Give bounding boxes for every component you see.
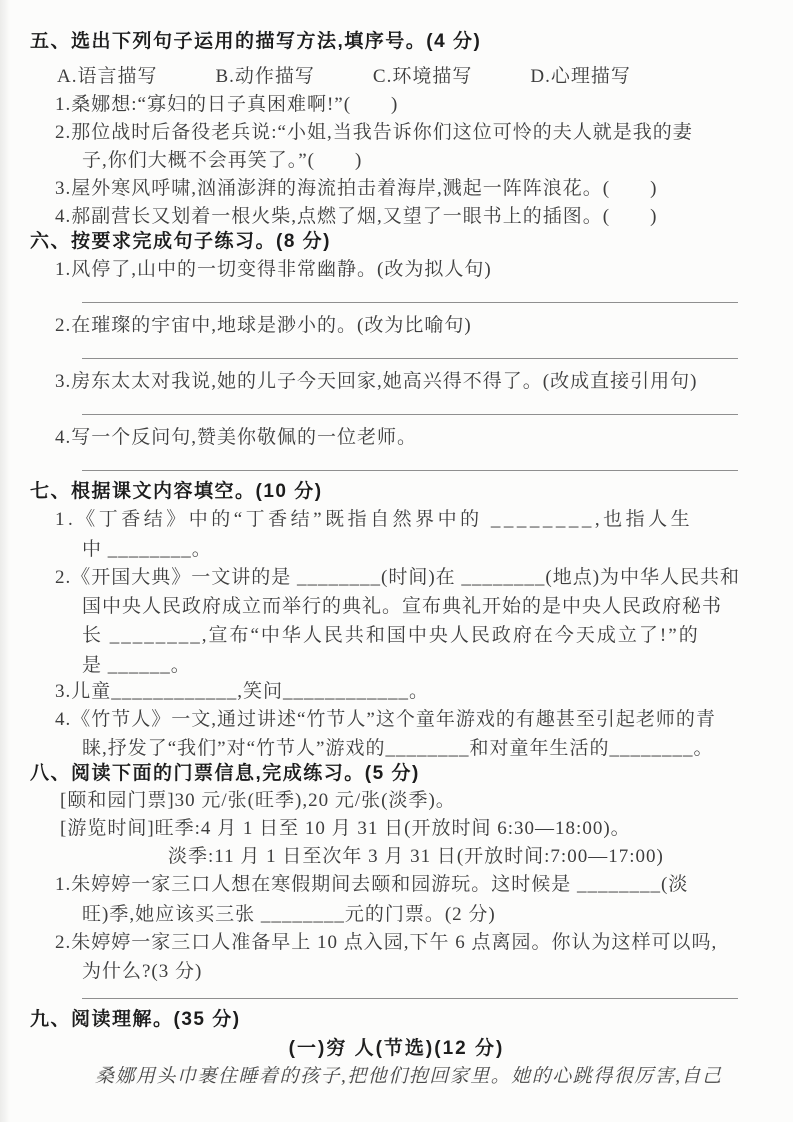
s7-question-4-line2: 睐,抒发了“我们”对“竹节人”游戏的________和对童年生活的________。 — [82, 738, 714, 759]
s5-option-a: A.语言描写 — [57, 66, 158, 87]
s7-question-2-line1: 2.《开国大典》一文讲的是 ________(时间)在 ________(地点)为中华人民共和 — [55, 567, 741, 588]
section9-title: 九、阅读理解。(35 分) — [30, 1009, 241, 1030]
s8-visit-time-peak: [游览时间]旺季:4 月 1 日至 10 月 31 日(开放时间 6:30—18:00)。 — [60, 818, 631, 839]
s8-question-1-line1: 1.朱婷婷一家三口人想在寒假期间去颐和园游玩。这时候是 ________(淡 — [55, 874, 689, 895]
s7-question-2-line4: 是 ______。 — [82, 655, 191, 676]
s5-option-b: B.动作描写 — [215, 66, 315, 87]
s6-question-2: 2.在璀璨的宇宙中,地球是渺小的。(改为比喻句) — [55, 315, 472, 336]
s5-option-c: C.环境描写 — [372, 66, 473, 87]
s8-question-1-line2: 旺)季,她应该买三张 ________元的门票。(2 分) — [82, 904, 496, 925]
s7-question-3: 3.儿童____________,笑问____________。 — [55, 681, 430, 702]
s6-question-3: 3.房东太太对我说,她的儿子今天回家,她高兴得不得了。(改成直接引用句) — [55, 371, 698, 392]
section6-title: 六、按要求完成句子练习。(8 分) — [30, 231, 332, 252]
s7-question-2-line2: 国中央人民政府成立而举行的典礼。宣布典礼开始的是中央人民政府秘书 — [82, 596, 723, 617]
s6-question-4: 4.写一个反问句,赞美你敬佩的一位老师。 — [55, 427, 418, 448]
s5-question-3: 3.屋外寒风呼啸,汹涌澎湃的海流拍击着海岸,溅起一阵阵浪花。( ) — [55, 178, 658, 199]
s5-question-2-line1: 2.那位战时后备役老兵说:“小姐,当我告诉你们这位可怜的夫人就是我的妻 — [55, 122, 693, 143]
section5-title: 五、选出下列句子运用的描写方法,填序号。(4 分) — [30, 31, 482, 52]
s6-answer-line-3 — [82, 414, 738, 415]
s7-question-1-line1: 1.《丁香结》中的“丁香结”既指自然界中的 ________,也指人生 — [55, 509, 694, 530]
s8-question-2-line2: 为什么?(3 分) — [82, 961, 203, 982]
s9-passage-title: (一)穷 人(节选)(12 分) — [288, 1038, 505, 1059]
s6-answer-line-1 — [82, 302, 738, 303]
s8-ticket-info: [颐和园门票]30 元/张(旺季),20 元/张(淡季)。 — [60, 790, 456, 811]
s7-question-4-line1: 4.《竹节人》一文,通过讲述“竹节人”这个童年游戏的有趣甚至引起老师的青 — [55, 709, 716, 730]
s7-question-2-line3: 长 ________,宣布“中华人民共和国中央人民政府在今天成立了!”的 — [82, 625, 700, 646]
s6-question-1: 1.风停了,山中的一切变得非常幽静。(改为拟人句) — [55, 259, 492, 280]
s5-question-4: 4.郝副营长又划着一根火柴,点燃了烟,又望了一眼书上的插图。( ) — [55, 206, 658, 227]
s8-visit-time-offpeak: 淡季:11 月 1 日至次年 3 月 31 日(开放时间:7:00—17:00) — [168, 846, 664, 867]
section7-title: 七、根据课文内容填空。(10 分) — [30, 481, 323, 502]
s7-question-1-line2: 中 ________。 — [82, 539, 212, 560]
s9-passage-paragraph: 桑娜用头巾裹住睡着的孩子,把他们抱回家里。她的心跳得很厉害,自己 — [95, 1066, 723, 1087]
s6-answer-line-4 — [82, 470, 738, 471]
s5-question-1: 1.桑娜想:“寡妇的日子真困难啊!”( ) — [55, 94, 399, 115]
s5-question-2-line2: 子,你们大概不会再笑了。”( ) — [82, 150, 363, 171]
s5-option-d: D.心理描写 — [530, 66, 631, 87]
section5-options — [57, 64, 631, 90]
section8-title: 八、阅读下面的门票信息,完成练习。(5 分) — [30, 763, 420, 784]
s6-answer-line-2 — [82, 358, 738, 359]
s8-answer-line — [82, 998, 738, 999]
s8-question-2-line1: 2.朱婷婷一家三口人准备早上 10 点入园,下午 6 点离园。你认为这样可以吗, — [55, 932, 718, 953]
